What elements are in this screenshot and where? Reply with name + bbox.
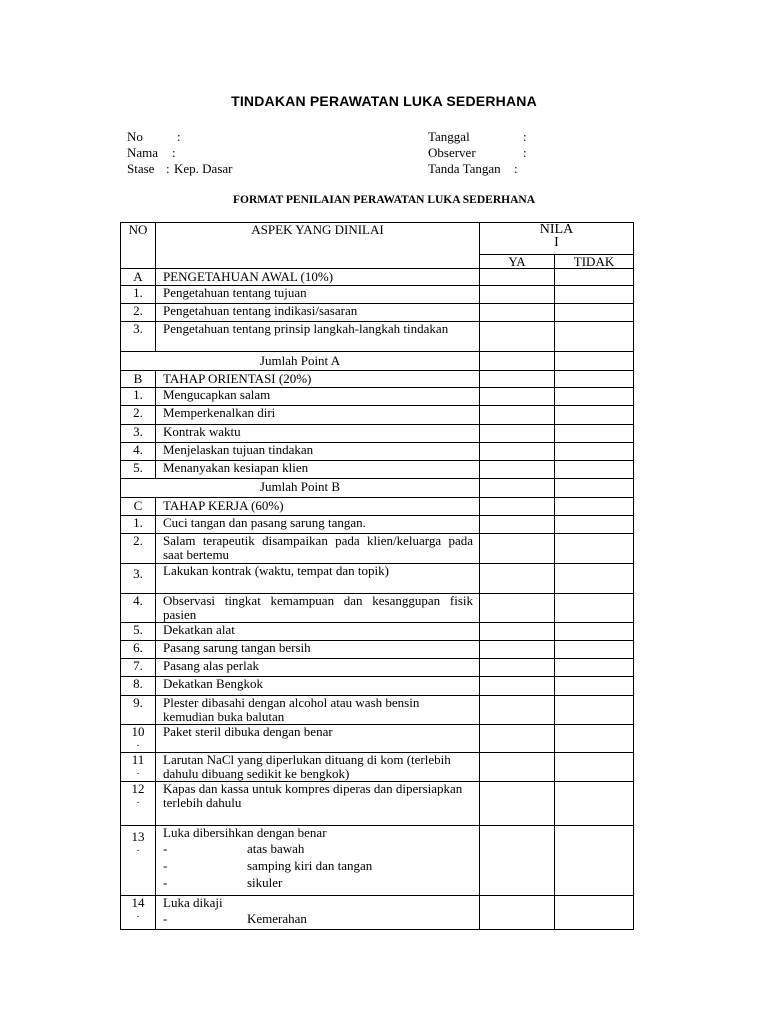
table-row bbox=[121, 594, 634, 623]
sub-text: atas bawah bbox=[247, 841, 305, 856]
table-row bbox=[121, 623, 634, 641]
item-no: 1. bbox=[121, 286, 156, 304]
total-row bbox=[121, 352, 634, 371]
item-text-cell bbox=[156, 826, 480, 896]
assessment-table bbox=[120, 222, 634, 930]
ya-cell[interactable] bbox=[480, 406, 555, 425]
item-no: 3. bbox=[121, 564, 156, 594]
ya-cell[interactable] bbox=[480, 782, 555, 826]
tidak-cell[interactable] bbox=[555, 516, 634, 534]
header-nilai bbox=[480, 223, 634, 255]
sub-dash: - bbox=[163, 858, 168, 873]
sub-text: samping kiri dan tangan bbox=[247, 858, 373, 873]
sub-item bbox=[156, 857, 473, 874]
tidak-cell[interactable] bbox=[555, 269, 634, 286]
tidak-cell[interactable] bbox=[555, 371, 634, 388]
item-text: Kapas dan kassa untuk kompres diperas dan dipersiapkan terlebih dahulu bbox=[156, 782, 480, 826]
table-row bbox=[121, 564, 634, 594]
item-no-dot: . bbox=[136, 842, 140, 854]
tidak-cell[interactable] bbox=[555, 425, 634, 443]
ya-cell[interactable] bbox=[480, 594, 555, 623]
item-text: Cuci tangan dan pasang sarung tangan. bbox=[156, 516, 480, 534]
header-nilai-line1: NILA bbox=[539, 222, 574, 237]
ya-cell[interactable] bbox=[480, 534, 555, 564]
item-no: 9. bbox=[121, 696, 156, 725]
table-row bbox=[121, 286, 634, 304]
item-text: Menjelaskan tujuan tindakan bbox=[156, 443, 480, 461]
ya-cell[interactable] bbox=[480, 564, 555, 594]
section-b-row bbox=[121, 371, 634, 388]
table-row bbox=[121, 659, 634, 677]
section-letter: B bbox=[121, 371, 156, 388]
item-text: Mengucapkan salam bbox=[156, 388, 480, 406]
label-observer: Observer bbox=[428, 145, 476, 160]
item-no: 7. bbox=[121, 659, 156, 677]
ya-cell[interactable] bbox=[480, 322, 555, 352]
table-row bbox=[121, 304, 634, 322]
table-row bbox=[121, 406, 634, 425]
item-no: 4. bbox=[121, 443, 156, 461]
document-title: TINDAKAN PERAWATAN LUKA SEDERHANA bbox=[231, 93, 537, 109]
tidak-cell[interactable] bbox=[555, 286, 634, 304]
ya-cell[interactable] bbox=[480, 659, 555, 677]
tidak-cell[interactable] bbox=[555, 623, 634, 641]
section-title: TAHAP KERJA (60%) bbox=[156, 498, 480, 516]
total-label: Jumlah Point A bbox=[121, 352, 480, 371]
item-text: Pasang alas perlak bbox=[156, 659, 480, 677]
table-row bbox=[121, 388, 634, 406]
item-text: Luka dibersihkan dengan benar bbox=[163, 825, 327, 840]
sub-dash: - bbox=[163, 911, 168, 926]
item-no-cell bbox=[121, 725, 156, 753]
ya-cell[interactable] bbox=[480, 753, 555, 782]
tidak-cell[interactable] bbox=[555, 322, 634, 352]
tidak-cell[interactable] bbox=[555, 479, 634, 498]
tidak-cell[interactable] bbox=[555, 677, 634, 696]
item-no: 11 bbox=[131, 752, 145, 767]
sub-dash: - bbox=[163, 841, 168, 856]
item-text: Pengetahuan tentang indikasi/sasaran bbox=[156, 304, 480, 322]
ya-cell[interactable] bbox=[480, 479, 555, 498]
item-text: Observasi tingkat kemampuan dan kesanggupan fisik pasien bbox=[156, 594, 480, 623]
ya-cell[interactable] bbox=[480, 286, 555, 304]
table-row bbox=[121, 516, 634, 534]
tidak-cell[interactable] bbox=[555, 725, 634, 753]
tidak-cell[interactable] bbox=[555, 594, 634, 623]
tidak-cell[interactable] bbox=[555, 659, 634, 677]
header-no: NO bbox=[121, 223, 156, 269]
colon: : bbox=[166, 161, 170, 176]
sub-text: Kemerahan bbox=[247, 911, 307, 926]
tidak-cell[interactable] bbox=[555, 498, 634, 516]
table-row bbox=[121, 534, 634, 564]
colon: : bbox=[172, 145, 176, 160]
ya-cell[interactable] bbox=[480, 826, 555, 896]
tidak-cell[interactable] bbox=[555, 782, 634, 826]
item-text: Larutan NaCl yang diperlukan dituang di kom (terlebih dahulu dibuang sedikit ke bengkok) bbox=[156, 753, 480, 782]
tidak-cell[interactable] bbox=[555, 896, 634, 930]
table-row bbox=[121, 826, 634, 896]
sub-dash: - bbox=[163, 875, 168, 890]
item-no-dot: . bbox=[136, 737, 140, 749]
header-ya: YA bbox=[480, 255, 555, 269]
tidak-cell[interactable] bbox=[555, 406, 634, 425]
ya-cell[interactable] bbox=[480, 461, 555, 479]
header-right bbox=[428, 129, 527, 177]
tidak-cell[interactable] bbox=[555, 753, 634, 782]
ya-cell[interactable] bbox=[480, 677, 555, 696]
item-text: Luka dikaji bbox=[163, 895, 223, 910]
tidak-cell[interactable] bbox=[555, 388, 634, 406]
item-text: Pengetahuan tentang tujuan bbox=[156, 286, 480, 304]
ya-cell[interactable] bbox=[480, 725, 555, 753]
item-text: Salam terapeutik disampaikan pada klien/keluarga pada saat bertemu bbox=[156, 534, 480, 564]
item-no-cell bbox=[121, 753, 156, 782]
item-text: Plester dibasahi dengan alcohol atau wash bensin kemudian buka balutan bbox=[156, 696, 480, 725]
total-label: Jumlah Point B bbox=[121, 479, 480, 498]
ya-cell[interactable] bbox=[480, 443, 555, 461]
ya-cell[interactable] bbox=[480, 623, 555, 641]
table-header-row bbox=[121, 223, 634, 255]
item-no: 5. bbox=[121, 623, 156, 641]
section-a-row bbox=[121, 269, 634, 286]
item-text: Kontrak waktu bbox=[156, 425, 480, 443]
header-tidak: TIDAK bbox=[555, 255, 634, 269]
table-row bbox=[121, 443, 634, 461]
colon: : bbox=[523, 129, 527, 144]
item-text: Lakukan kontrak (waktu, tempat dan topik) bbox=[156, 564, 480, 594]
ya-cell[interactable] bbox=[480, 304, 555, 322]
item-no: 4. bbox=[121, 594, 156, 623]
tidak-cell[interactable] bbox=[555, 534, 634, 564]
colon: : bbox=[177, 129, 181, 144]
section-title: TAHAP ORIENTASI (20%) bbox=[156, 371, 480, 388]
item-text: Paket steril dibuka dengan benar bbox=[156, 725, 480, 753]
ya-cell[interactable] bbox=[480, 516, 555, 534]
sub-item bbox=[156, 910, 473, 927]
section-title: PENGETAHUAN AWAL (10%) bbox=[156, 269, 480, 286]
table-row bbox=[121, 322, 634, 352]
table-row bbox=[121, 641, 634, 659]
sub-item bbox=[156, 840, 473, 857]
item-text: Dekatkan alat bbox=[156, 623, 480, 641]
item-no-cell bbox=[121, 896, 156, 930]
item-no-dot: . bbox=[136, 794, 140, 806]
total-row bbox=[121, 479, 634, 498]
item-text: Dekatkan Bengkok bbox=[156, 677, 480, 696]
item-no-dot: . bbox=[136, 908, 140, 920]
item-text: Menanyakan kesiapan klien bbox=[156, 461, 480, 479]
item-no: 2. bbox=[121, 406, 156, 425]
ya-cell[interactable] bbox=[480, 896, 555, 930]
item-no: 12 bbox=[131, 781, 145, 796]
tidak-cell[interactable] bbox=[555, 443, 634, 461]
item-text: Memperkenalkan diri bbox=[156, 406, 480, 425]
item-no: 1. bbox=[121, 516, 156, 534]
label-no: No bbox=[127, 129, 143, 144]
item-no: 3. bbox=[121, 425, 156, 443]
table-row bbox=[121, 753, 634, 782]
item-text: Pasang sarung tangan bersih bbox=[156, 641, 480, 659]
label-tanda-tangan: Tanda Tangan bbox=[428, 161, 501, 176]
label-tanggal: Tanggal bbox=[428, 129, 470, 144]
table-row bbox=[121, 782, 634, 826]
item-no: 13 bbox=[131, 829, 145, 844]
section-letter: A bbox=[121, 269, 156, 286]
tidak-cell[interactable] bbox=[555, 826, 634, 896]
item-no: 5. bbox=[121, 461, 156, 479]
ya-cell[interactable] bbox=[480, 498, 555, 516]
item-no: 10 bbox=[131, 724, 145, 739]
item-text: Pengetahuan tentang prinsip langkah-langkah tindakan bbox=[156, 322, 480, 352]
ya-cell[interactable] bbox=[480, 269, 555, 286]
tidak-cell[interactable] bbox=[555, 564, 634, 594]
table-row bbox=[121, 896, 634, 930]
item-no-cell bbox=[121, 826, 156, 896]
value-stase: Kep. Dasar bbox=[174, 161, 233, 176]
item-no: 6. bbox=[121, 641, 156, 659]
table-row bbox=[121, 677, 634, 696]
item-no: 14 bbox=[131, 895, 145, 910]
ya-cell[interactable] bbox=[480, 352, 555, 371]
header-nilai-line2: I bbox=[554, 235, 559, 250]
label-nama: Nama bbox=[127, 145, 159, 160]
label-stase: Stase bbox=[127, 161, 155, 176]
ya-cell[interactable] bbox=[480, 425, 555, 443]
item-no: 3. bbox=[121, 322, 156, 352]
item-no: 2. bbox=[121, 304, 156, 322]
item-no: 2. bbox=[121, 534, 156, 564]
tidak-cell[interactable] bbox=[555, 304, 634, 322]
ya-cell[interactable] bbox=[480, 388, 555, 406]
section-letter: C bbox=[121, 498, 156, 516]
tidak-cell[interactable] bbox=[555, 352, 634, 371]
table-row bbox=[121, 425, 634, 443]
item-no: 8. bbox=[121, 677, 156, 696]
ya-cell[interactable] bbox=[480, 696, 555, 725]
colon: : bbox=[523, 145, 527, 160]
tidak-cell[interactable] bbox=[555, 696, 634, 725]
sub-item bbox=[156, 874, 473, 891]
ya-cell[interactable] bbox=[480, 641, 555, 659]
item-no-dot: . bbox=[136, 765, 140, 777]
colon: : bbox=[514, 161, 518, 176]
table-row bbox=[121, 461, 634, 479]
item-text-cell bbox=[156, 896, 480, 930]
header-aspek: ASPEK YANG DINILAI bbox=[156, 223, 480, 269]
section-c-row bbox=[121, 498, 634, 516]
table-row bbox=[121, 725, 634, 753]
header-left bbox=[127, 129, 232, 177]
sub-text: sikuler bbox=[247, 875, 283, 890]
item-no: 1. bbox=[121, 388, 156, 406]
item-no-cell bbox=[121, 782, 156, 826]
tidak-cell[interactable] bbox=[555, 641, 634, 659]
form-subtitle: FORMAT PENILAIAN PERAWATAN LUKA SEDERHANA bbox=[232, 194, 535, 206]
ya-cell[interactable] bbox=[480, 371, 555, 388]
tidak-cell[interactable] bbox=[555, 461, 634, 479]
table-row bbox=[121, 696, 634, 725]
